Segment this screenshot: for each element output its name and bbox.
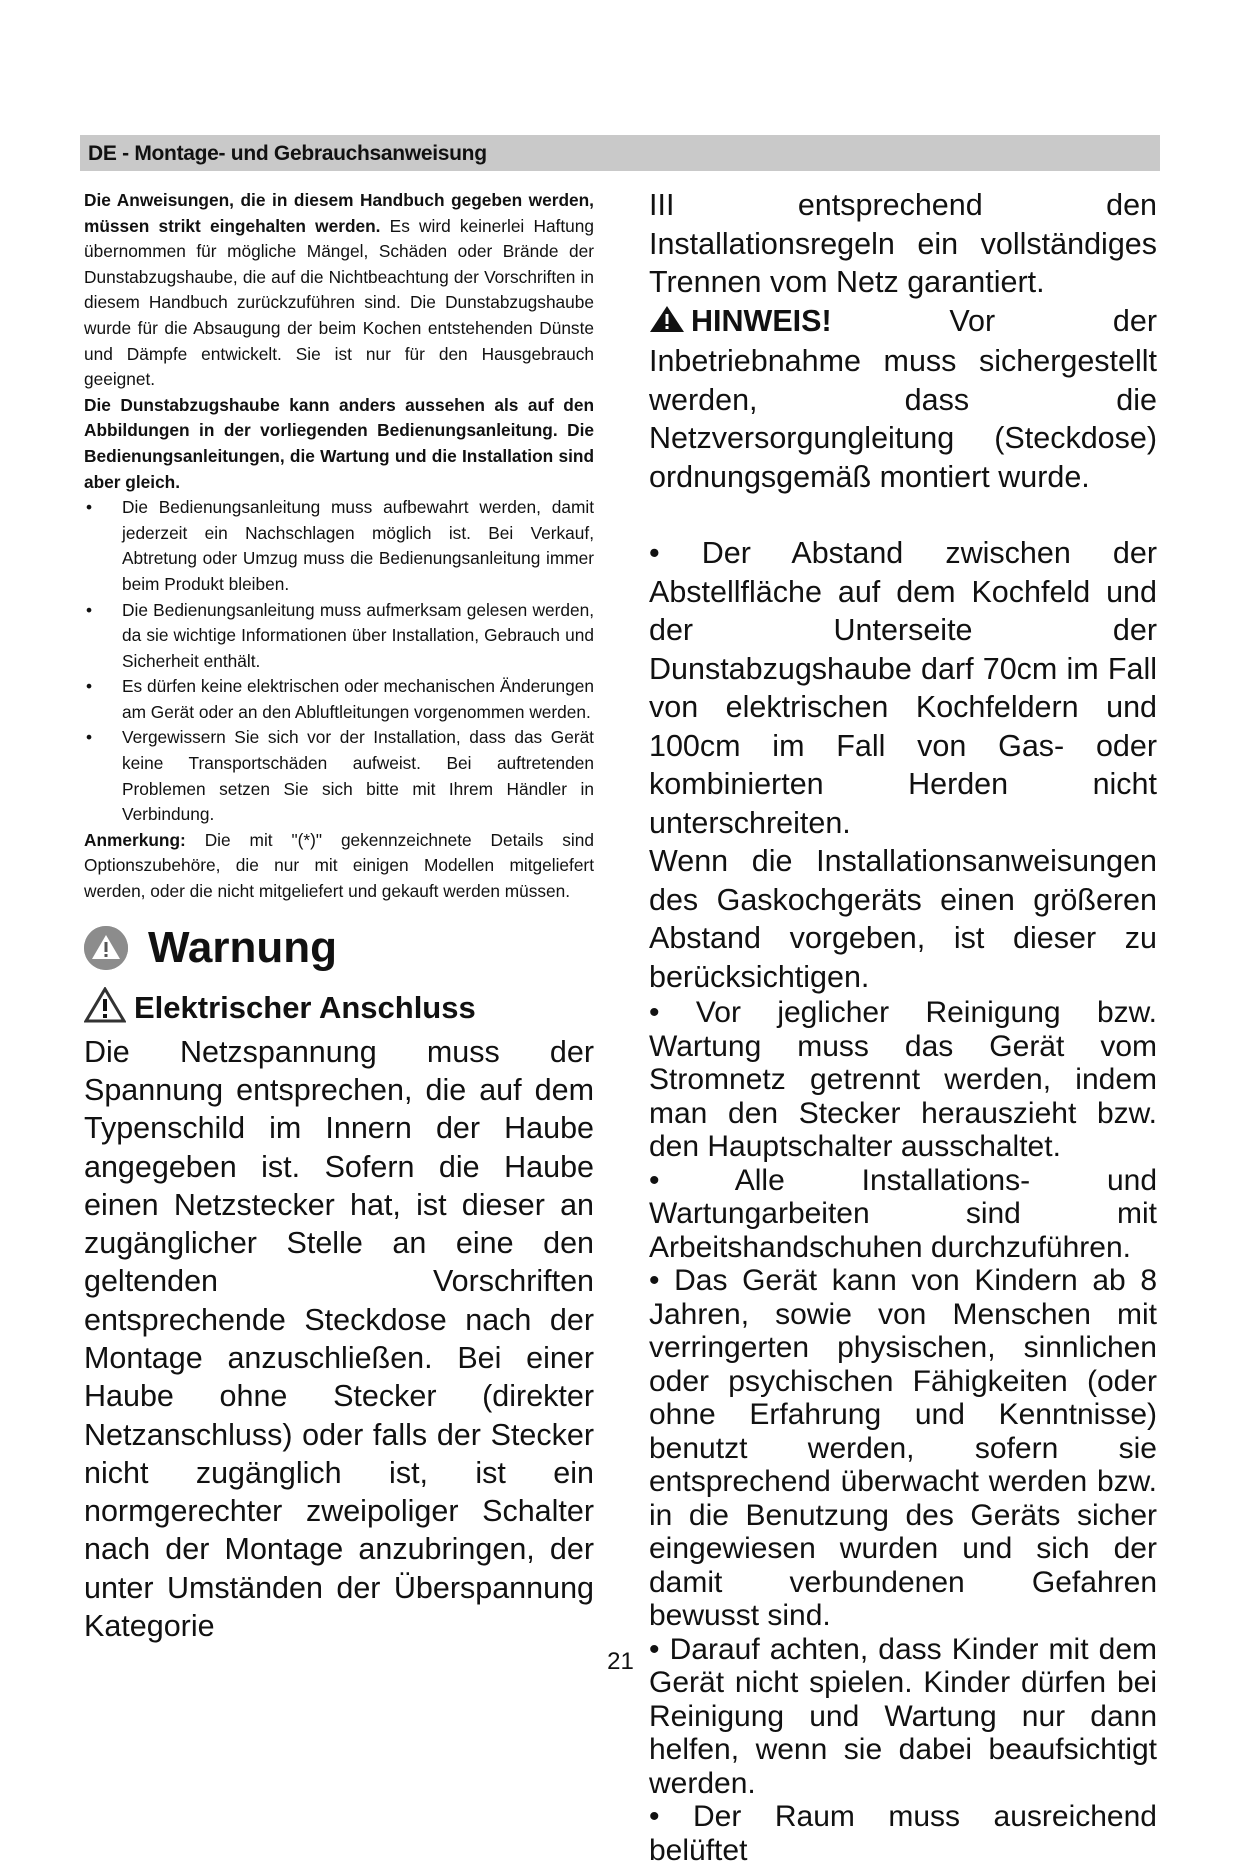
electric-text: Die Netzspannung muss der Spannung entsprechen, die auf dem Typenschild im Innern der Haube angegeben ist. Sofern die Haube einen Netzstecker hat, ist dieser an zugänglicher Stelle an eine den geltenden Vorschriften entsprechende Steckdose nach der Montage anzuschließen. Bei einer Haube ohne Stecker (direkter Netzanschluss) oder falls der Stecker nicht zugänglich ist, ist ein normgerechter zweipoliger Schalter nach der Montage anzubringen, der unter Umständen der Überspannung Kategorie <box>84 1034 594 1644</box>
instruction-bullets <box>84 495 594 828</box>
list-item: • Alle Installations- und Wartungarbeiten sind mit Arbeitshandschuhen durchzuführen. <box>649 1163 1157 1264</box>
bullet-dot: • <box>86 599 93 620</box>
list-item: • Darauf achten, dass Kinder mit dem Gerät nicht spielen. Kinder dürfen bei Reinigung und Wartung nur dann helfen, wenn sie dabei beaufsichtigt werden. <box>649 1632 1157 1800</box>
electric-title: Elektrischer Anschluss <box>134 989 476 1025</box>
list-item <box>84 725 594 827</box>
page-number: 21 <box>607 1648 634 1675</box>
remark-text: Die mit "(*)" gekennzeichnete Details sind Optionszubehöre, die nur mit einigen Modellen mitgeliefert werden, oder die nicht mitgeliefert und gekauft werden müssen. <box>84 829 594 902</box>
section-header-title: DE - Montage- und Gebrauchsanweisung <box>88 142 487 165</box>
caution-triangle-icon <box>84 987 126 1028</box>
appearance-note <box>84 393 594 495</box>
continued-text: III entsprechend den Installationsregeln ein vollständiges Trennen vom Netz garantiert. <box>649 188 1157 299</box>
bullet-text: Vergewissern Sie sich vor der Installation, dass das Gerät keine Transportschäden aufweist. Bei auftretenden Problemen setzen Sie sich bitte mit Ihrem Händler in Verbindung. <box>122 727 594 825</box>
intro-text: Es wird keinerlei Haftung übernommen für mögliche Mängel, Schäden oder Brände der Dunstabzugshaube, die auf die Nichtbeachtung der Vorschriften in diesem Handbuch zurückzuführen sind. Die Dunstabzugshaube wurde für die Absaugung der beim Kochen entstehenden Dünste und Dämpfe entwickelt. Sie ist nur für den Hausgebrauch geeignet. <box>84 215 594 390</box>
appearance-note-bold: Die Dunstabzugshaube kann anders aussehen als auf den Abbildungen in der vorliegenden Bedienungsanleitung. Die Bedienungsanleitungen, die Wartung und die Installation sind aber gleich. <box>84 394 594 492</box>
bullet-text: Die Bedienungsanleitung muss aufmerksam gelesen werden, da sie wichtige Informationen über Installation, Gebrauch und Sicherheit enthält. <box>122 599 594 671</box>
hinweis-paragraph <box>649 302 1157 497</box>
intro-paragraph <box>84 188 594 393</box>
remark-paragraph <box>84 828 594 905</box>
warning-heading <box>84 919 594 977</box>
warning-title: Warnung <box>148 922 337 972</box>
list-item: • Das Gerät kann von Kindern ab 8 Jahren, sowie von Menschen mit verringerten physischen, sinnlichen oder psychischen Fähigkeiten (oder ohne Erfahrung und Kenntnisse) benutzt werden, sofern sie entsprechend überwacht werden bzw. in die Benutzung des Geräts sicher eingewiesen wurden und sich der damit verbundenen Gefahren bewusst sind. <box>649 1264 1157 1632</box>
intro-bold: Die Anweisungen, die in diesem Handbuch gegeben werden, müssen strikt eingehalten werden. <box>84 190 594 236</box>
list-item: • Vor jeglicher Reinigung bzw. Wartung muss das Gerät vom Stromnetz getrennt werden, indem man den Stecker herauszieht bzw. den Hauptschalter ausschaltet. <box>649 996 1157 1163</box>
hinweis-text: Vor der Inbetriebnahme muss sichergestellt werden, dass die Netzversorgungleitung (Steckdose) ordnungsgemäß montiert wurde. <box>649 303 1157 494</box>
left-column <box>84 188 594 1645</box>
hinweis-warning-icon <box>649 304 685 343</box>
gas-text: Wenn die Installationsanweisungen des Gaskochgeräts einen größeren Abstand vorgeben, ist dieser zu berücksichtigen. <box>649 844 1157 994</box>
right-column <box>649 186 1157 1867</box>
bullet-dot: • <box>86 497 93 518</box>
electric-heading <box>84 983 594 1033</box>
distance-text: • Der Abstand zwischen der Abstellfläche auf dem Kochfeld und der Unterseite der Dunstabzugshaube darf 70cm im Fall von elektrischen Kochfeldern und 100cm im Fall von Gas- oder kombinierten Herden nicht unterschreiten. <box>649 536 1157 840</box>
list-item <box>84 598 594 675</box>
bullet-text: Die Bedienungsanleitung muss aufbewahrt werden, damit jederzeit ein Nachschlagen möglich ist. Bei Verkauf, Abtretung oder Umzug muss die Bedienungsanleitung immer beim Produkt bleiben. <box>122 497 594 594</box>
remark-label: Anmerkung: <box>84 829 186 850</box>
hinweis-label: HINWEIS! <box>691 303 832 338</box>
list-item: • Der Raum muss ausreichend belüftet <box>649 1800 1157 1867</box>
bullet-dot: • <box>86 727 93 748</box>
warning-icon <box>84 926 128 970</box>
bullet-text: Es dürfen keine elektrischen oder mechanischen Änderungen am Gerät oder an den Abluftleitungen vorgenommen werden. <box>122 676 594 722</box>
section-header <box>80 135 1160 171</box>
list-item <box>84 674 594 725</box>
bullet-dot: • <box>86 676 93 697</box>
list-item <box>84 495 594 597</box>
